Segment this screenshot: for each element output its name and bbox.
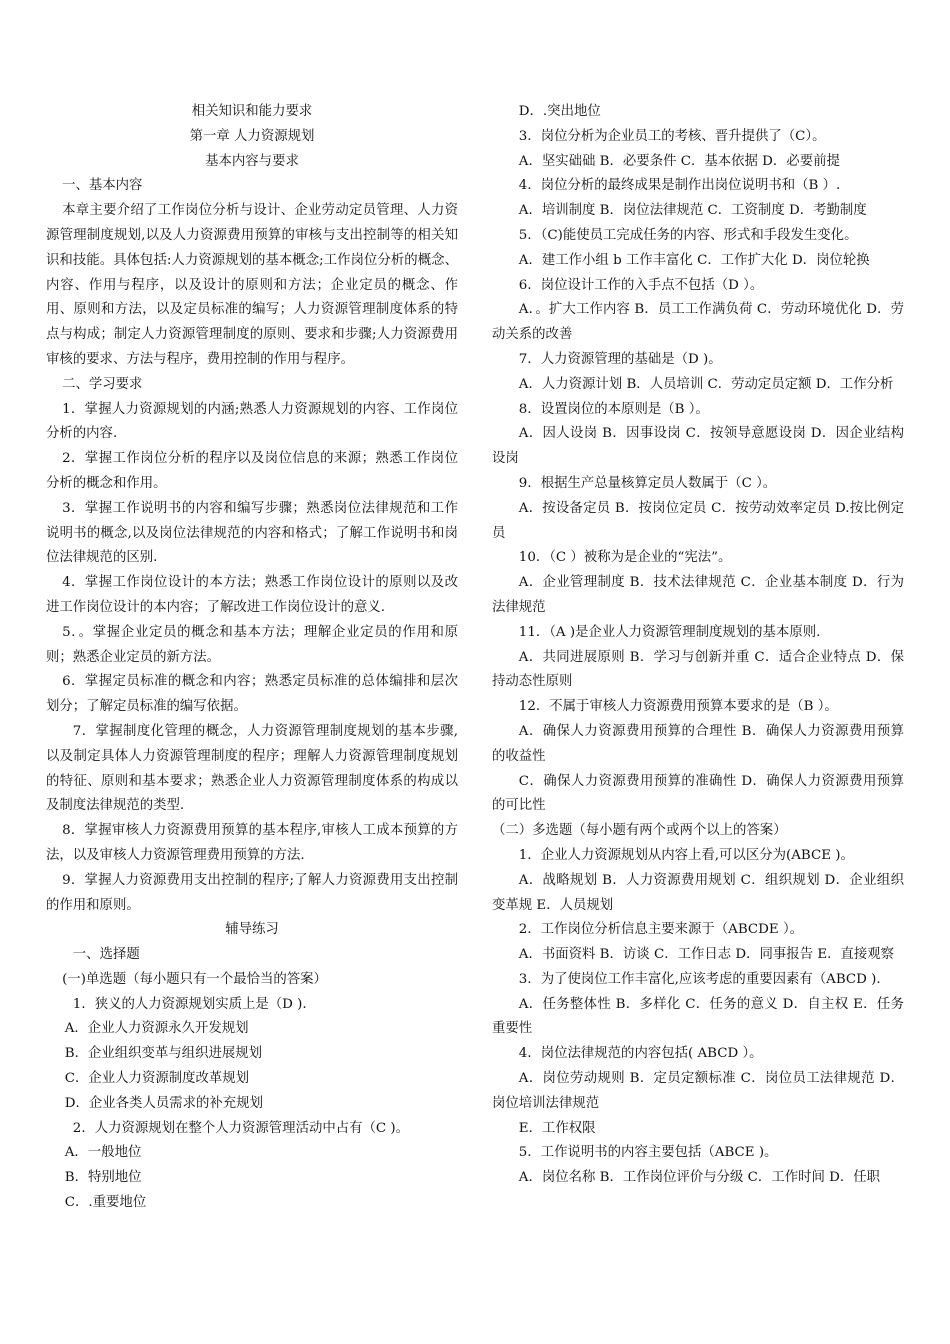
right-paragraph: 3．为了使岗位工作丰富化,应该考虑的重要因素有（ABCD ). bbox=[518, 971, 881, 987]
right-paragraph: A．。扩大工作内容 B．员工工作满负荷 C．劳动环境优化 D．劳动关系的改善 bbox=[492, 302, 904, 343]
right-paragraph: 9．根据生产总量核算定员人数属于（C ）。 bbox=[518, 475, 777, 491]
left-paragraph: 7．掌握制度化管理的概念，人力资源管理制度规划的基本步骤,以及制定具体人力资源管理制度的程序；理解人力资源管理制度规划的特征、原则和基本要求；熟悉企业人力资源管理制度体系的构成以及制度法律规范的类型. bbox=[46, 723, 458, 814]
right-paragraph: A．培训制度 B．岗位法律规范 C．工资制度 D．考勤制度 bbox=[518, 203, 867, 219]
left-paragraph: 基本内容与要求 bbox=[205, 153, 299, 169]
right-paragraph: A．战略规划 B．人力资源费用规划 C．组织规划 D．企业组织变革规 E．人员规划 bbox=[492, 872, 904, 913]
right-paragraph: A．任务整体性 B．多样化 C．任务的意义 D．自主权 E．任务重要性 bbox=[492, 996, 904, 1037]
left-column bbox=[46, 100, 458, 1216]
left-paragraph: C．企业人力资源制度改革规划 bbox=[64, 1071, 250, 1087]
left-paragraph: 4．掌握工作岗位设计的本方法；熟悉工作岗位设计的原则以及改进工作岗位设计的本内容；了解改进工作岗位设计的意义. bbox=[46, 575, 458, 615]
right-paragraph: 8．设置岗位的本原则是（B ）。 bbox=[518, 401, 709, 417]
left-paragraph: 9．掌握人力资源费用支出控制的程序;了解人力资源费用支出控制的作用和原则。 bbox=[46, 872, 458, 913]
left-paragraph: 辅导练习 bbox=[225, 922, 279, 938]
left-paragraph: 1．掌握人力资源规划的内涵;熟悉人力资源规划的内容、工作岗位分析的内容. bbox=[46, 401, 458, 442]
right-paragraph: （二）多选题（每小题有两个或两个以上的答案） bbox=[492, 823, 787, 839]
right-paragraph: D．.突出地位 bbox=[518, 104, 601, 119]
right-paragraph: 11．（A )是企业人力资源管理制度规划的基本原则. bbox=[518, 624, 821, 640]
right-paragraph: A．建工作小组 b 工作丰富化 C．工作扩大化 D．岗位轮换 bbox=[518, 252, 870, 268]
left-paragraph: 第一章 人力资源规划 bbox=[189, 128, 315, 144]
right-paragraph: 5．工作说明书的内容主要包括（ABCE )。 bbox=[518, 1145, 778, 1161]
left-paragraph: 二、学习要求 bbox=[62, 376, 143, 392]
right-paragraph: A．岗位名称 B．工作岗位评价与分级 C．工作时间 D．任职 bbox=[518, 1170, 881, 1186]
right-column bbox=[492, 100, 904, 1191]
left-paragraph: 8．掌握审核人力资源费用预算的基本程序,审核人工成本预算的方法，以及审核人力资源管理费用预算的方法. bbox=[46, 823, 458, 863]
left-paragraph: 2．人力资源规划在整个人力资源管理活动中占有（C )。 bbox=[72, 1120, 410, 1136]
right-paragraph: A．确保人力资源费用预算的合理性 B．确保人力资源费用预算的收益性 bbox=[492, 723, 904, 764]
right-paragraph: 10．（C ）被称为是企业的“宪法”。 bbox=[518, 550, 732, 566]
right-paragraph: A．企业管理制度 B．技术法律规范 C．企业基本制度 D．行为法律规范 bbox=[492, 575, 904, 615]
right-paragraph: 1．企业人力资源规划从内容上看,可以区分为(ABCE )。 bbox=[518, 847, 854, 863]
left-paragraph: 3．掌握工作说明书的内容和编写步骤；熟悉岗位法律规范和工作说明书的概念,以及岗位法律规范的内容和格式；了解工作说明书和岗位法律规范的区别. bbox=[46, 500, 458, 566]
left-paragraph: A．企业人力资源永久开发规划 bbox=[64, 1021, 249, 1037]
right-paragraph: A．坚实础础 B．必要条件 C．基本依据 D．必要前提 bbox=[518, 153, 840, 169]
right-paragraph: 5．（C)能使员工完成任务的内容、形式和手段发生变化。 bbox=[518, 227, 858, 243]
right-paragraph: A．共同进展原则 B．学习与创新并重 C．适合企业特点 D．保持动态性原则 bbox=[492, 649, 904, 690]
right-paragraph: A．岗位劳动规则 B．定员定额标准 C．岗位员工法律规范 D．岗位培训法律规范 bbox=[492, 1071, 904, 1111]
right-paragraph: A．人力资源计划 B．人员培训 C．劳动定员定额 D．工作分析 bbox=[518, 376, 894, 392]
left-paragraph: 一、选择题 bbox=[72, 947, 140, 963]
right-paragraph: E．工作权限 bbox=[518, 1120, 596, 1136]
right-paragraph: 3．岗位分析为企业员工的考核、晋升提供了（C）。 bbox=[518, 128, 826, 144]
right-paragraph: 4．岗位分析的最终成果是制作出岗位说明书和（B ）. bbox=[518, 178, 841, 194]
left-paragraph: 相关知识和能力要求 bbox=[191, 104, 313, 119]
right-paragraph: 12．不属于审核人力资源费用预算本要求的是（B ）。 bbox=[518, 699, 838, 715]
right-paragraph: A．因人设岗 B．因事设岗 C．按领导意愿设岗 D．因企业结构设岗 bbox=[492, 426, 904, 467]
left-paragraph: 1．狭义的人力资源规划实质上是（D ). bbox=[72, 996, 307, 1012]
left-paragraph: 5．。掌握企业定员的概念和基本方法；理解企业定员的作用和原则；熟悉企业定员的新方法。 bbox=[46, 624, 458, 665]
left-paragraph: C．.重要地位 bbox=[64, 1195, 147, 1211]
left-paragraph: 本章主要介绍了工作岗位分析与设计、企业劳动定员管理、人力资源管理制度规划,以及人力资源费用预算的审核与支出控制等的相关知识和技能。具体包括:人力资源规划的基本概念;工作岗位分析的概念、内容、作用与程序，以及设计的原则和方法；企业定员的概念、作用、原则和方法，以及定员标准的编写；人力资源管理制度体系的特点与构成；制定人力资源管理制度的原则、要求和步骤;人力资源费用审核的要求、方法与程序，费用控制的作用与程序。 bbox=[46, 203, 458, 367]
left-paragraph: 6．掌握定员标准的概念和内容；熟悉定员标准的总体编排和层次划分；了解定员标准的编写依据。 bbox=[46, 674, 458, 715]
left-paragraph: 一、基本内容 bbox=[62, 178, 143, 194]
left-paragraph: B．特别地位 bbox=[64, 1170, 142, 1186]
left-paragraph: (一)单选题（每小题只有一个最恰当的答案） bbox=[62, 971, 327, 987]
right-paragraph: A．按设备定员 B．按岗位定员 C．按劳动效率定员 D.按比例定员 bbox=[492, 500, 904, 541]
right-paragraph: C．确保人力资源费用预算的准确性 D．确保人力资源费用预算的可比性 bbox=[492, 773, 904, 814]
right-paragraph: 2．工作岗位分析信息主要来源于（ABCDE ）。 bbox=[518, 922, 804, 938]
right-paragraph: A．书面资料 B．访谈 C．工作日志 D．同事报告 E．直接观察 bbox=[518, 947, 895, 963]
left-paragraph: A．一般地位 bbox=[64, 1145, 142, 1161]
right-paragraph: 7．人力资源管理的基础是（D )。 bbox=[518, 351, 722, 367]
right-paragraph: 4．岗位法律规范的内容包括( ABCD ）。 bbox=[518, 1046, 763, 1062]
left-paragraph: 2．掌握工作岗位分析的程序以及岗位信息的来源；熟悉工作岗位分析的概念和作用。 bbox=[46, 451, 458, 491]
left-paragraph: B．企业组织变革与组织进展规划 bbox=[64, 1046, 263, 1062]
right-paragraph: 6．岗位设计工作的入手点不包括（D ）。 bbox=[518, 277, 764, 293]
left-paragraph: D．企业各类人员需求的补充规划 bbox=[64, 1095, 263, 1111]
